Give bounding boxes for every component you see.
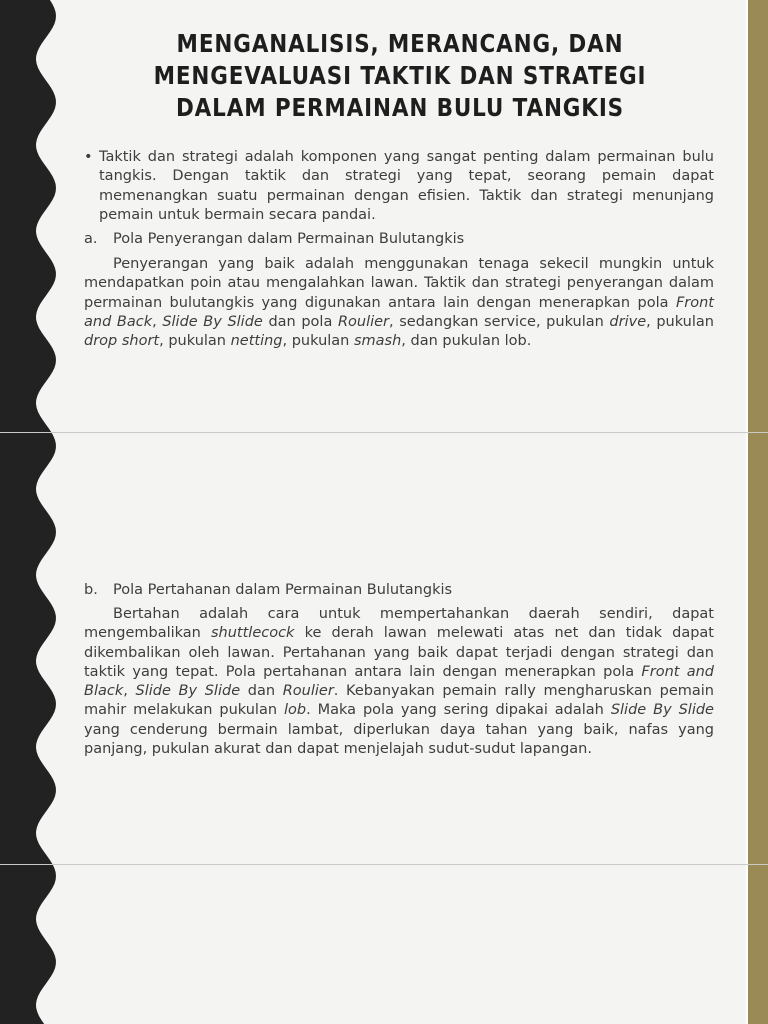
section-b-heading (84, 581, 714, 600)
bullet-mark: • (84, 149, 93, 165)
section-a-letter: a. (84, 231, 98, 247)
section-a-heading (84, 230, 714, 249)
section-b-paragraph: Bertahan adalah cara untuk mempertahankan daerah sendiri, dapat mengembalikan shuttlecock ke derah lawan melewati atas net dan tidak dapat dikembalikan oleh lawan. Pertahanan yang baik dapat terjadi dengan strategi dan taktik yang tepat. Pola pertahanan antara lain dengan menerapkan pola Front and Black, Slide By Slide dan Roulier. Kebanyakan pemain rally mengharuskan pemain mahir melakukan pukulan lob. Maka pola yang sering dipakai adalah Slide By Slide yang cenderung bermain lambat, diperlukan daya tahan yang baik, nafas yang panjang, pukulan akurat dan dapat menjelajah sudut-sudut lapangan. (84, 606, 714, 758)
section-b-title: Pola Pertahanan dalam Permainan Bulutangkis (113, 582, 453, 598)
section-a-paragraph: Penyerangan yang baik adalah menggunakan tenaga sekecil mungkin untuk mendapatkan poin atau mengalahkan lawan. Taktik dan strategi penyerangan dalam permainan bulutangkis yang digunakan antara lain dengan menerapkan pola Front and Back, Slide By Slide dan pola Roulier, sedangkan service, pukulan drive, pukulan drop short, pukulan netting, pukulan smash, dan pukulan lob. (84, 256, 714, 350)
section-a-title: Pola Penyerangan dalam Permainan Bulutangkis (113, 231, 465, 247)
intro-bullet (84, 148, 714, 225)
wavy-border-decoration (0, 0, 60, 1024)
wave-shape (0, 0, 56, 1024)
page-title: MENGANALISIS, MERANCANG, DAN MENGEVALUASI TAKTIK DAN STRATEGI DALAM PERMAINAN BULU TANGKIS (153, 29, 647, 122)
accent-bar (748, 0, 768, 1024)
section-b-letter: b. (84, 582, 98, 598)
page-divider (0, 432, 768, 433)
page-divider (0, 864, 768, 865)
intro-text: Taktik dan strategi adalah komponen yang sangat penting dalam permainan bulu tangkis. Dengan taktik dan strategi yang tepat, seorang pemain dapat memenangkan suatu permainan dengan efisien. Taktik dan strategi menunjang pemain untuk bermain secara pandai. (99, 149, 714, 223)
